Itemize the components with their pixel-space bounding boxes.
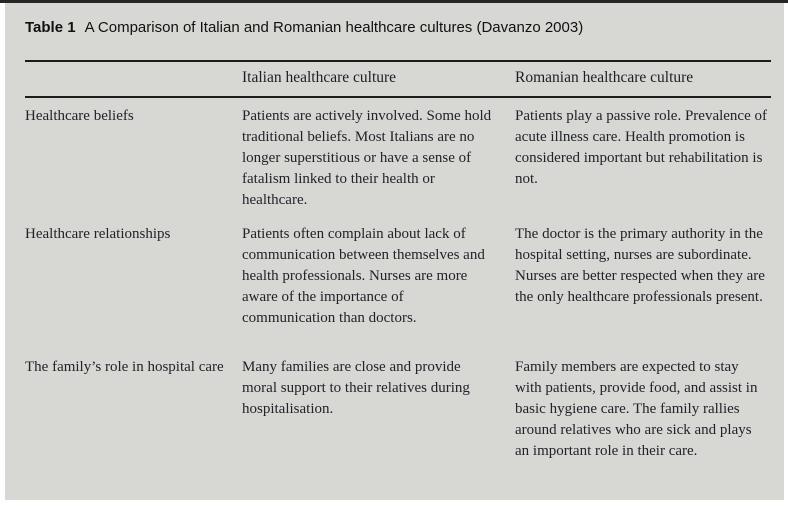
rule-below-header bbox=[25, 96, 771, 98]
table-row bbox=[25, 357, 771, 462]
table-number-label: Table 1 bbox=[25, 19, 76, 36]
table-caption bbox=[25, 18, 765, 38]
rule-above-header bbox=[25, 60, 771, 62]
row-romanian-cell: The doctor is the primary authority in the hospital setting, nurses are subordinate. Nurses are better respected when they are the only healthcare professionals present. bbox=[515, 226, 765, 305]
row-italian-cell: Patients are actively involved. Some hold traditional beliefs. Most Italians are no longer superstitious or have a sense of fatalism linked to their health or healthcare. bbox=[242, 108, 492, 208]
row-category: The family’s role in hospital care bbox=[25, 359, 224, 375]
table-header-row bbox=[25, 67, 771, 88]
row-romanian-cell: Patients play a passive role. Prevalence of acute illness care. Health promotion is considered important but rehabilitation is not. bbox=[515, 108, 767, 187]
row-italian-cell: Many families are close and provide moral support to their relatives during hospitalisation. bbox=[242, 359, 470, 417]
table-panel bbox=[5, 3, 784, 500]
table-title: A Comparison of Italian and Romanian healthcare cultures (Davanzo 2003) bbox=[84, 19, 584, 36]
table-row bbox=[25, 106, 771, 211]
row-category: Healthcare beliefs bbox=[25, 108, 134, 124]
row-category: Healthcare relationships bbox=[25, 226, 171, 242]
table-row bbox=[25, 224, 771, 329]
row-italian-cell: Patients often complain about lack of communication between themselves and health professionals. Nurses are more aware of the importance of communication than doctors. bbox=[242, 226, 485, 326]
row-romanian-cell: Family members are expected to stay with patients, provide food, and assist in basic hygiene care. The family rallies around relatives who are sick and plays an important role in their care. bbox=[515, 359, 758, 459]
header-cell-category bbox=[25, 67, 242, 88]
header-cell-romanian: Romanian healthcare culture bbox=[515, 69, 694, 86]
header-cell-italian: Italian healthcare culture bbox=[242, 69, 397, 86]
